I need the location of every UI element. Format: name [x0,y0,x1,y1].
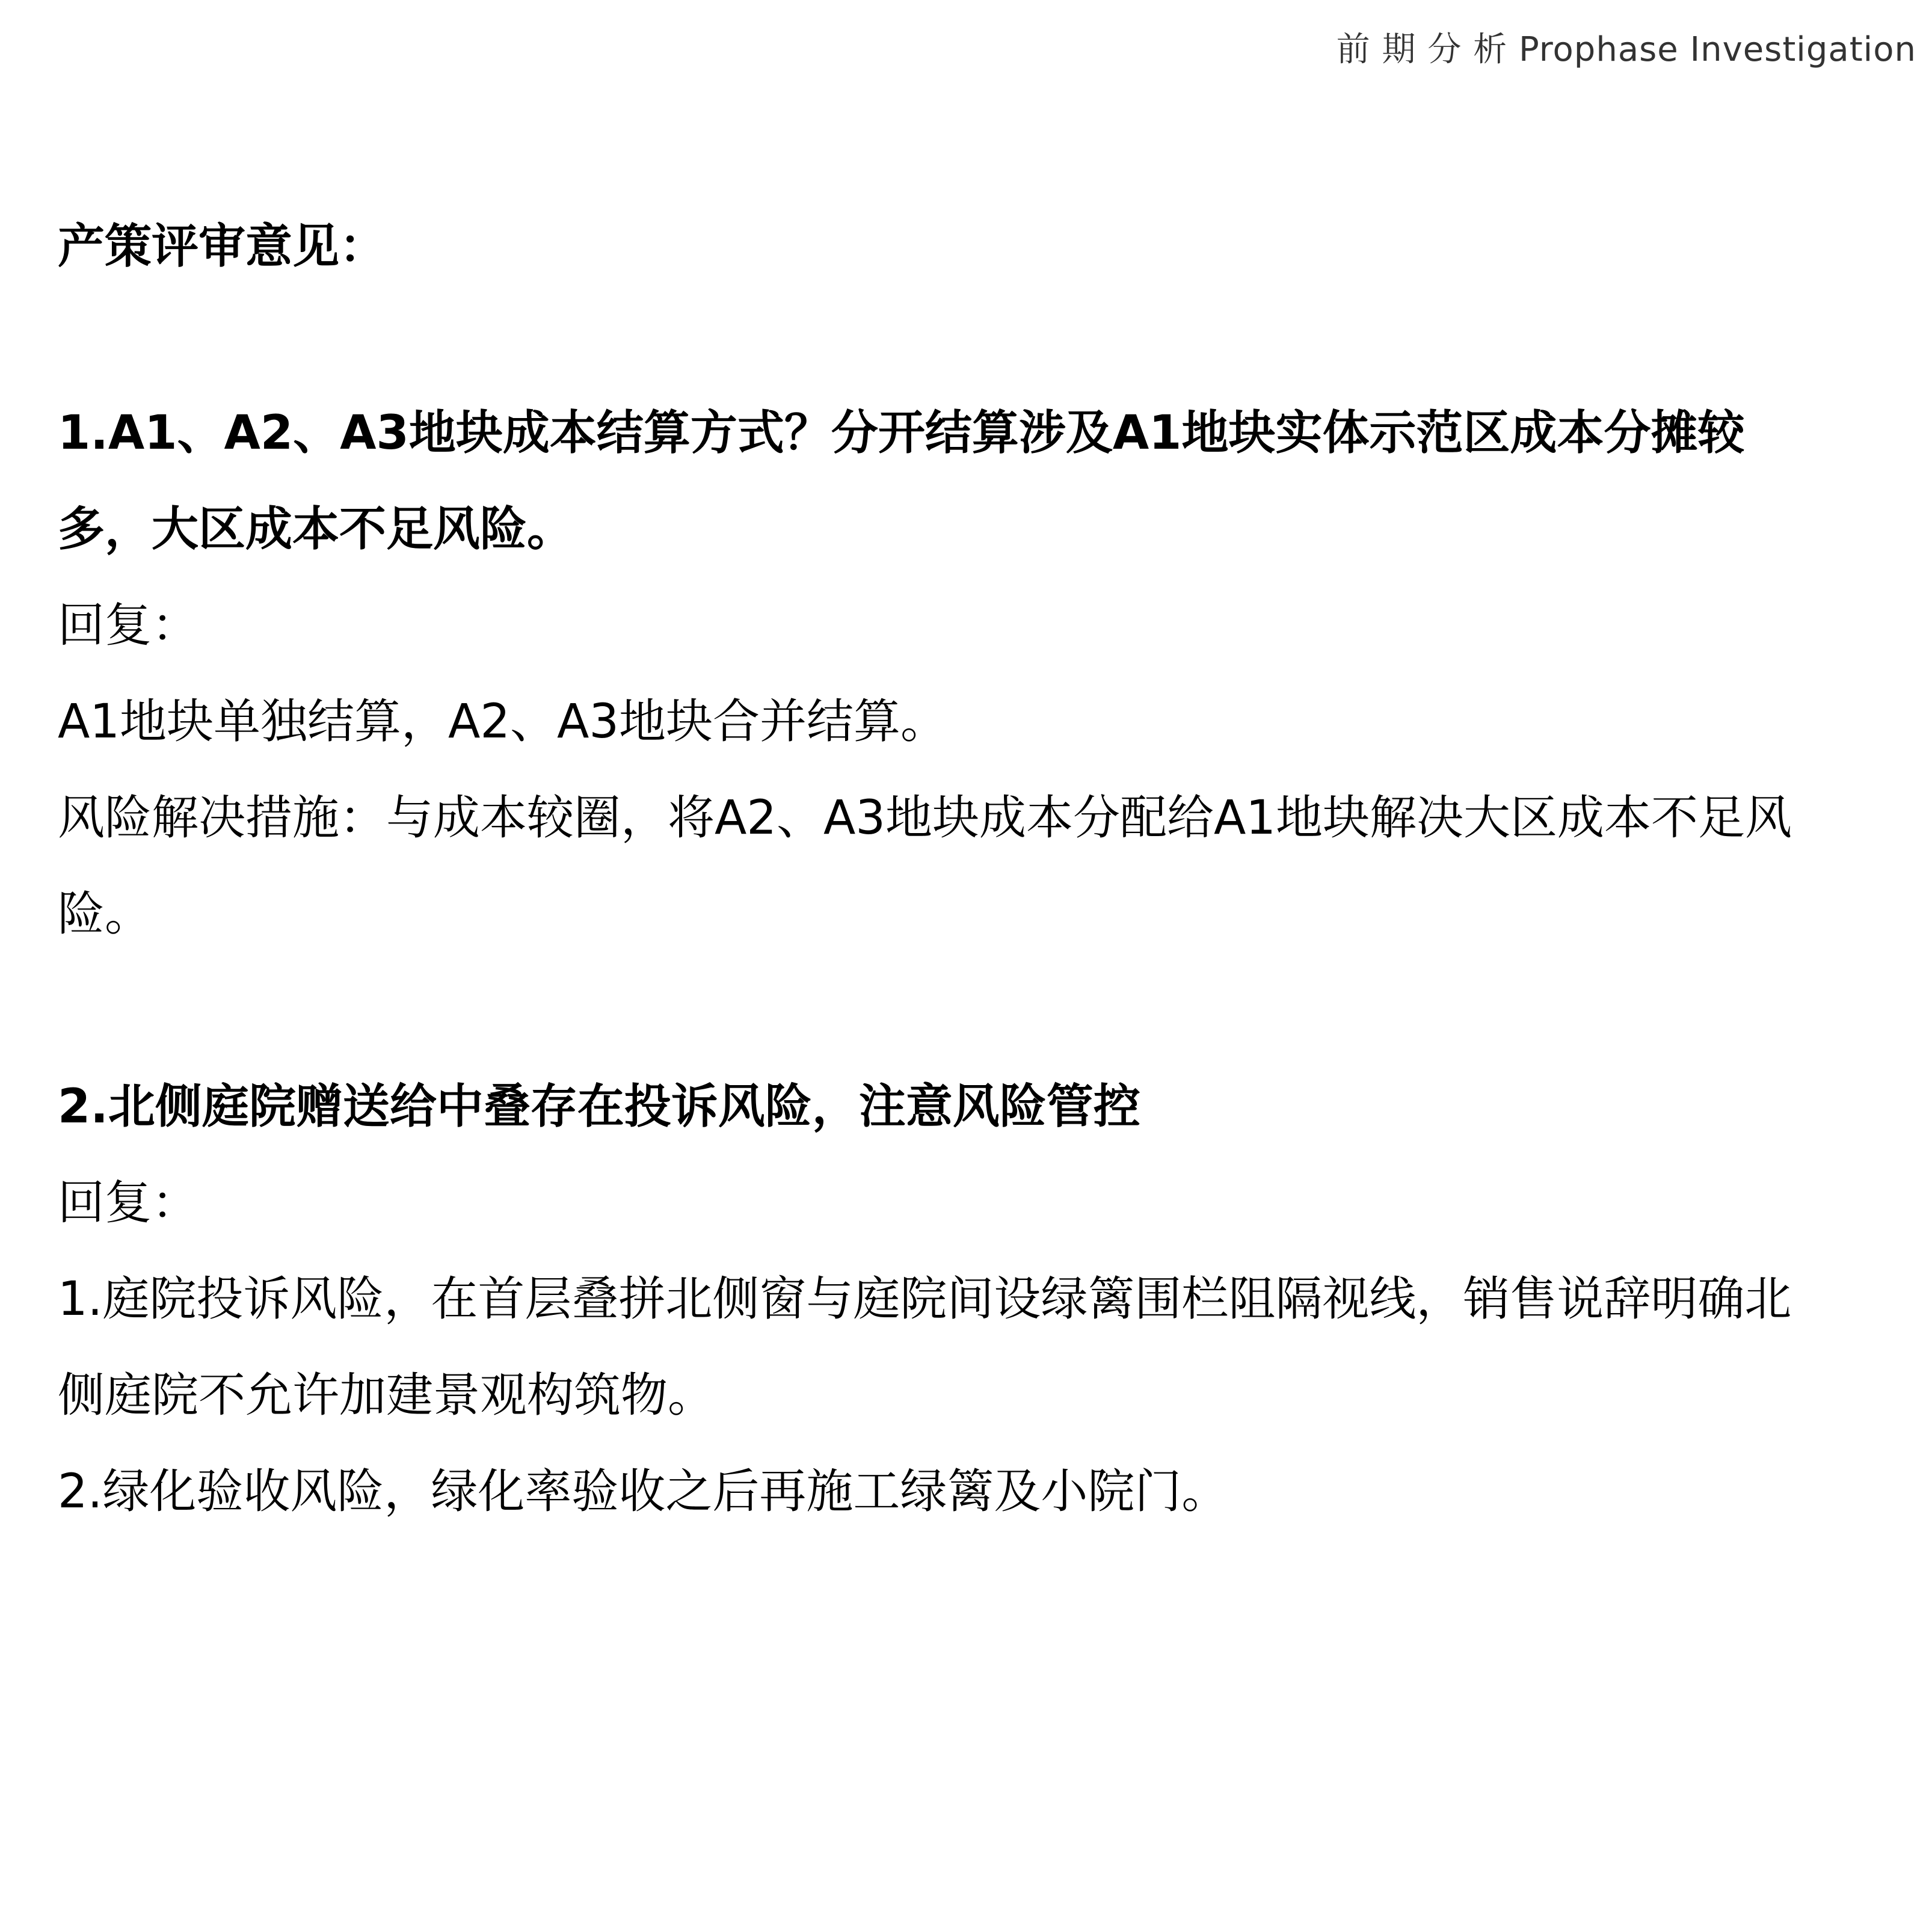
document-body [58,198,1838,1540]
reply-2-line-1: 1.庭院投诉风险，在首层叠拼北侧窗与庭院间设绿篱围栏阻隔视线，销售说辞明确北侧庭院不允许加建景观构筑物。 [58,1272,1792,1423]
review-title: 产策评审意见： [58,220,387,274]
reply-label-2: 回复： [58,1176,199,1230]
reply-label-1: 回复： [58,598,199,653]
reply-1-line-1: A1地块单独结算，A2、A3地块合并结算。 [58,695,947,749]
reply-2-line-2: 2.绿化验收风险，绿化率验收之后再施工绿篱及小院门。 [58,1465,1229,1519]
reply-1-line-2: 风险解决措施：与成本较圈，将A2、A3地块成本分配给A1地块解决大区成本不足风险。 [58,791,1792,941]
header-tag: 前 期 分 析 Prophase Investigation [1336,30,1916,69]
question-1: 1.A1、A2、A3地块成本结算方式？分开结算涉及A1地块实体示范区成本分摊较多，大区成本不足风险。 [58,406,1745,556]
question-2: 2.北侧庭院赠送给中叠存在投诉风险，注意风险管控 [58,1080,1140,1134]
review-section-2 [58,1059,1838,1540]
review-section-1 [58,385,1838,962]
